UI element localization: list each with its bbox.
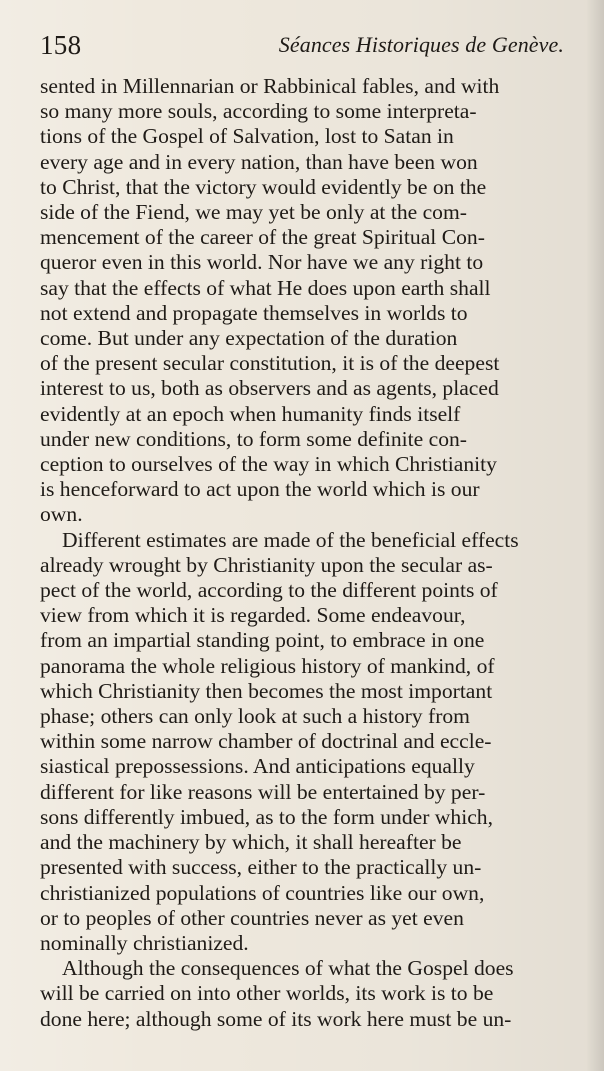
text-line: to Christ, that the victory would evidently be on the	[40, 174, 487, 199]
text-line: Different estimates are made of the beneficial effects	[62, 527, 519, 552]
text-line: interest to us, both as observers and as agents, placed	[40, 376, 499, 401]
text-line: which Christianity then becomes the most important	[40, 678, 493, 703]
text-line: done here; although some of its work here must be un-	[40, 1006, 512, 1031]
text-line: pect of the world, according to the different points of	[40, 578, 498, 603]
text-line: or to peoples of other countries never as yet even	[40, 905, 464, 930]
body-text	[40, 74, 578, 1032]
paragraph-2	[40, 528, 578, 956]
page-gutter-shadow	[586, 0, 604, 1071]
text-line: say that the effects of what He does upon earth shall	[40, 275, 491, 300]
text-line: siastical prepossessions. And anticipations equally	[40, 754, 475, 779]
text-line: Although the consequences of what the Gospel does	[62, 956, 514, 981]
text-line: and the machinery by which, it shall hereafter be	[40, 830, 462, 855]
page-header	[40, 30, 578, 64]
text-line: view from which it is regarded. Some endeavour,	[40, 603, 466, 628]
text-line: evidently at an epoch when humanity finds itself	[40, 401, 461, 426]
text-line: come. But under any expectation of the duration	[40, 326, 458, 351]
text-line: side of the Fiend, we may yet be only at the com-	[40, 200, 467, 225]
text-line: queror even in this world. Nor have we any right to	[40, 250, 484, 275]
text-line: is henceforward to act upon the world which is our	[40, 477, 480, 502]
text-line: phase; others can only look at such a history from	[40, 704, 470, 729]
text-line: already wrought by Christianity upon the secular as-	[40, 552, 493, 577]
text-line: ception to ourselves of the way in which Christianity	[40, 452, 497, 477]
text-line: will be carried on into other worlds, its work is to be	[40, 981, 494, 1006]
running-title: Séances Historiques de Genève.	[278, 32, 564, 57]
page-number: 158	[40, 30, 82, 60]
text-line: presented with success, either to the practically un-	[40, 855, 482, 880]
paragraph-1	[40, 74, 578, 528]
text-line: own.	[40, 502, 83, 527]
paragraph-3	[40, 956, 578, 1032]
text-line: so many more souls, according to some interpreta-	[40, 99, 477, 124]
text-line: every age and in every nation, than have been won	[40, 149, 478, 174]
text-line: of the present secular constitution, it is of the deepest	[40, 351, 500, 376]
text-line: nominally christianized.	[40, 930, 249, 955]
text-line: under new conditions, to form some definite con-	[40, 426, 467, 451]
text-line: sented in Millennarian or Rabbinical fables, and with	[40, 74, 500, 98]
text-line: panorama the whole religious history of mankind, of	[40, 653, 495, 678]
text-line: christianized populations of countries like our own,	[40, 880, 485, 905]
text-line: sons differently imbued, as to the form under which,	[40, 804, 493, 829]
text-line: within some narrow chamber of doctrinal and eccle-	[40, 729, 492, 754]
text-line: mencement of the career of the great Spiritual Con-	[40, 225, 485, 250]
text-line: from an impartial standing point, to embrace in one	[40, 628, 485, 653]
text-line: tions of the Gospel of Salvation, lost to Satan in	[40, 124, 454, 149]
text-line: different for like reasons will be entertained by per-	[40, 779, 486, 804]
text-line: not extend and propagate themselves in worlds to	[40, 300, 468, 325]
